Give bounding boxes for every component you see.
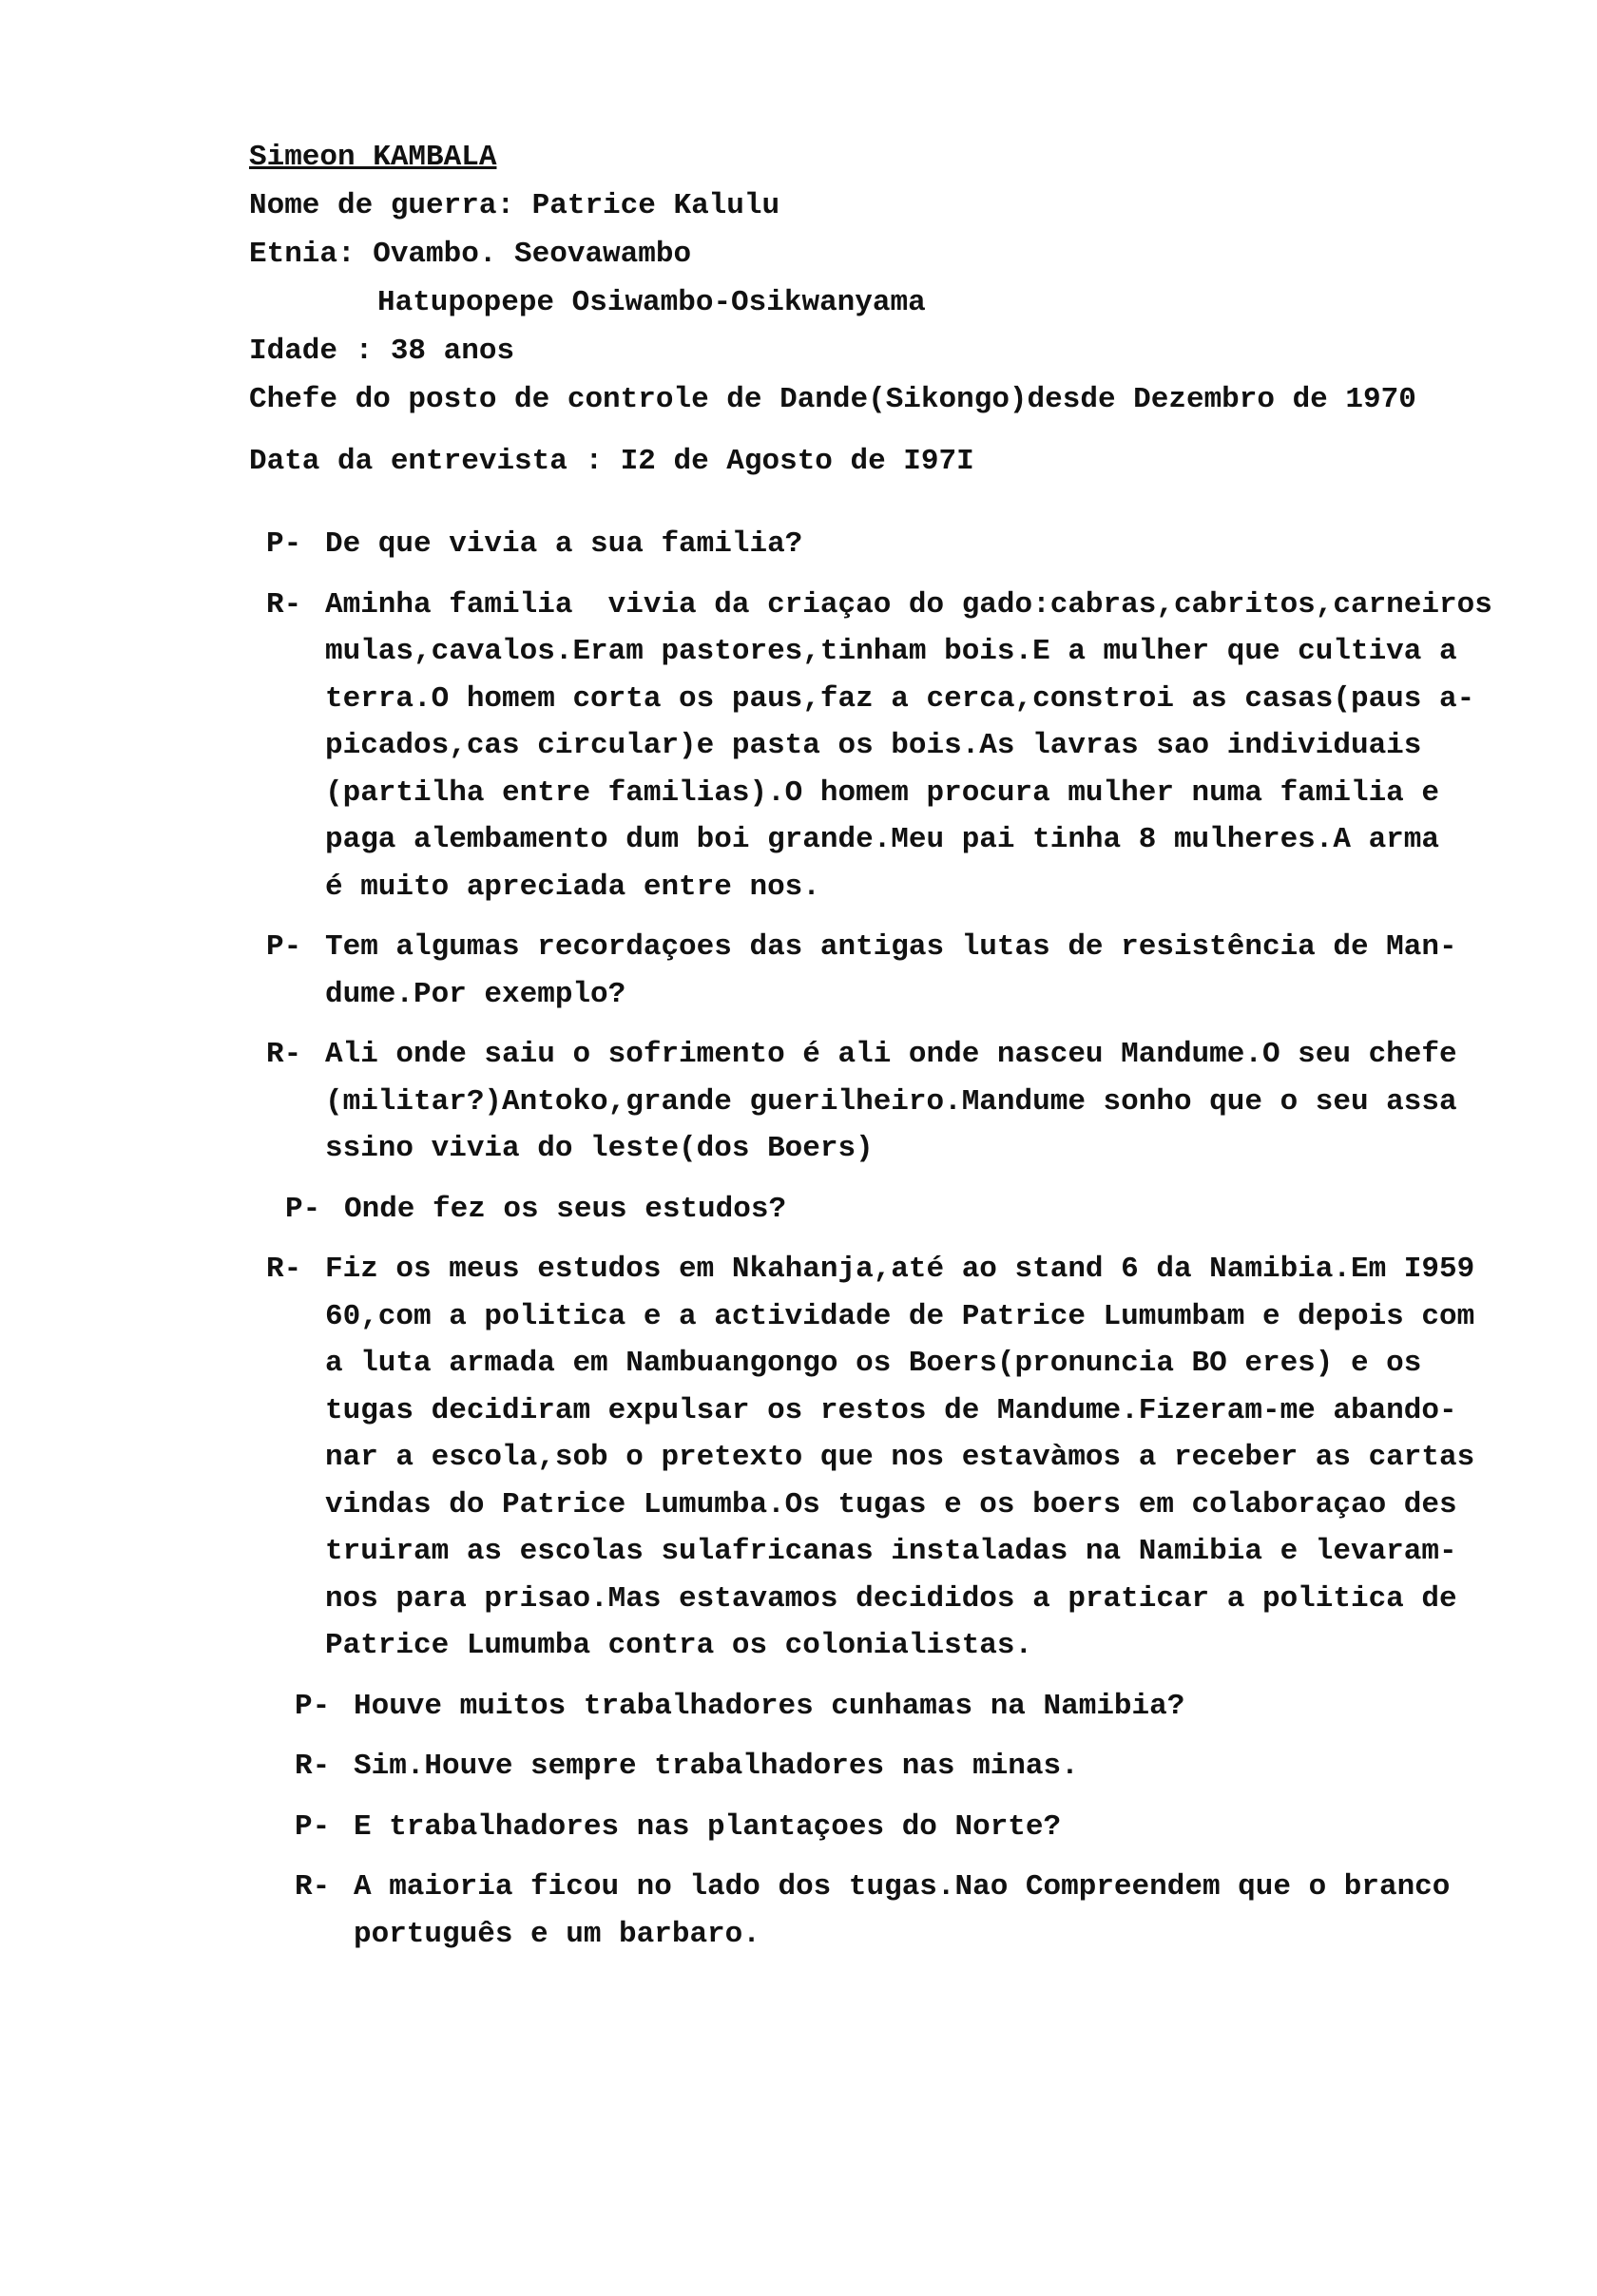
answer-entry (266, 582, 1597, 911)
text-line: Fiz os meus estudos em Nkahanja,até ao stand 6 da Namibia.Em I959 (325, 1253, 1475, 1286)
entry-text (354, 1864, 1450, 1958)
answer-entry (295, 1743, 1597, 1790)
text-line: é muito apreciada entre nos. (325, 870, 820, 904)
entry-tag: R- (266, 1038, 302, 1071)
text-line: De que vivia a sua familia? (325, 527, 803, 561)
text-line: Ali onde saiu o sofrimento é ali onde nasceu Mandume.O seu chefe (325, 1038, 1457, 1071)
text-line: português e um barbaro. (354, 1917, 760, 1951)
text-line: mulas,cavalos.Eram pastores,tinham bois.E a mulher que cultiva a (325, 635, 1457, 668)
question-entry (285, 1186, 1597, 1234)
text-line: picados,cas circular)e pasta os bois.As lavras sao individuais (325, 729, 1422, 762)
etnia-continued: Hatupopepe Osiwambo-Osikwanyama (377, 286, 926, 319)
idade: Idade : 38 anos (249, 335, 515, 368)
text-line: nar a escola,sob o pretexto que nos estavàmos a receber as cartas (325, 1441, 1475, 1474)
entry-tag: P- (295, 1809, 331, 1844)
entry-text (354, 1804, 1061, 1851)
text-line: a luta armada em Nambuangongo os Boers(pronuncia BO eres) e os (325, 1347, 1422, 1380)
answer-entry (266, 1246, 1597, 1670)
text-line: truiram as escolas sulafricanas instaladas na Namibia e levaram- (325, 1535, 1457, 1568)
nome-de-guerra: Nome de guerra: Patrice Kalulu (249, 189, 780, 222)
entry-text (325, 521, 802, 568)
text-line: nos para prisao.Mas estavamos decididos a praticar a politica de (325, 1581, 1457, 1616)
text-line: E trabalhadores nas plantaçoes do Norte? (354, 1809, 1062, 1844)
entry-tag: P- (266, 527, 302, 561)
text-line: Houve muitos trabalhadores cunhamas na Namibia? (354, 1689, 1185, 1723)
entry-tag: P- (285, 1192, 321, 1226)
text-line: vindas do Patrice Lumumba.Os tugas e os boers em colaboraçao des (325, 1487, 1457, 1521)
text-line: Tem algumas recordaçoes das antigas lutas de resistência de Man- (325, 930, 1457, 964)
entry-tag: R- (266, 587, 302, 622)
text-line: (partilha entre familias).O homem procura mulher numa familia e (325, 775, 1439, 810)
entry-text (354, 1743, 1079, 1790)
text-line: A maioria ficou no lado dos tugas.Nao Compreendem que o branco (354, 1870, 1451, 1904)
entry-tag: R- (266, 1253, 302, 1286)
answer-entry (266, 1031, 1597, 1173)
etnia: Etnia: Ovambo. Seovawambo (249, 238, 692, 271)
question-entry (295, 1683, 1597, 1731)
entry-tag: R- (295, 1870, 331, 1904)
entry-text (354, 1683, 1184, 1731)
text-line: Aminha familia vivia da criaçao do gado:cabras,cabritos,carneiros (325, 587, 1492, 622)
question-entry (266, 521, 1597, 568)
text-line: Patrice Lumumba contra os colonialistas. (325, 1629, 1033, 1662)
text-line: paga alembamento dum boi grande.Meu pai tinha 8 mulheres.A arma (325, 823, 1439, 856)
entry-text (325, 924, 1457, 1018)
entry-text (325, 582, 1492, 911)
question-entry (266, 924, 1597, 1018)
question-entry (295, 1804, 1597, 1851)
entry-text (325, 1246, 1474, 1670)
entry-text (325, 1031, 1457, 1173)
text-line: tugas decidiram expulsar os restos de Mandume.Fizeram-me abando- (325, 1393, 1457, 1427)
chefe-posto: Chefe do posto de controle de Dande(Sikongo)desde Dezembro de 1970 (249, 383, 1416, 416)
entry-text (344, 1186, 786, 1234)
text-line: (militar?)Antoko,grande guerilheiro.Mandume sonho que o seu assa (325, 1084, 1457, 1119)
answer-entry (295, 1864, 1597, 1958)
entry-tag: P- (295, 1689, 331, 1723)
data-entrevista: Data da entrevista : I2 de Agosto de I97I (249, 445, 974, 478)
text-line: ssino vivia do leste(dos Boers) (325, 1132, 874, 1165)
text-line: 60,com a politica e a actividade de Patrice Lumumbam e depois com (325, 1299, 1475, 1333)
entry-tag: P- (266, 930, 302, 964)
entry-tag: R- (295, 1750, 331, 1783)
text-line: terra.O homem corta os paus,faz a cerca,constroi as casas(paus a- (325, 681, 1475, 716)
text-line: Onde fez os seus estudos? (344, 1192, 787, 1226)
text-line: Sim.Houve sempre trabalhadores nas minas. (354, 1750, 1079, 1783)
interview-header (249, 133, 1416, 486)
text-line: dume.Por exemplo? (325, 977, 626, 1011)
interview-transcript (266, 521, 1597, 1971)
interviewee-name: Simeon KAMBALA (249, 141, 497, 174)
